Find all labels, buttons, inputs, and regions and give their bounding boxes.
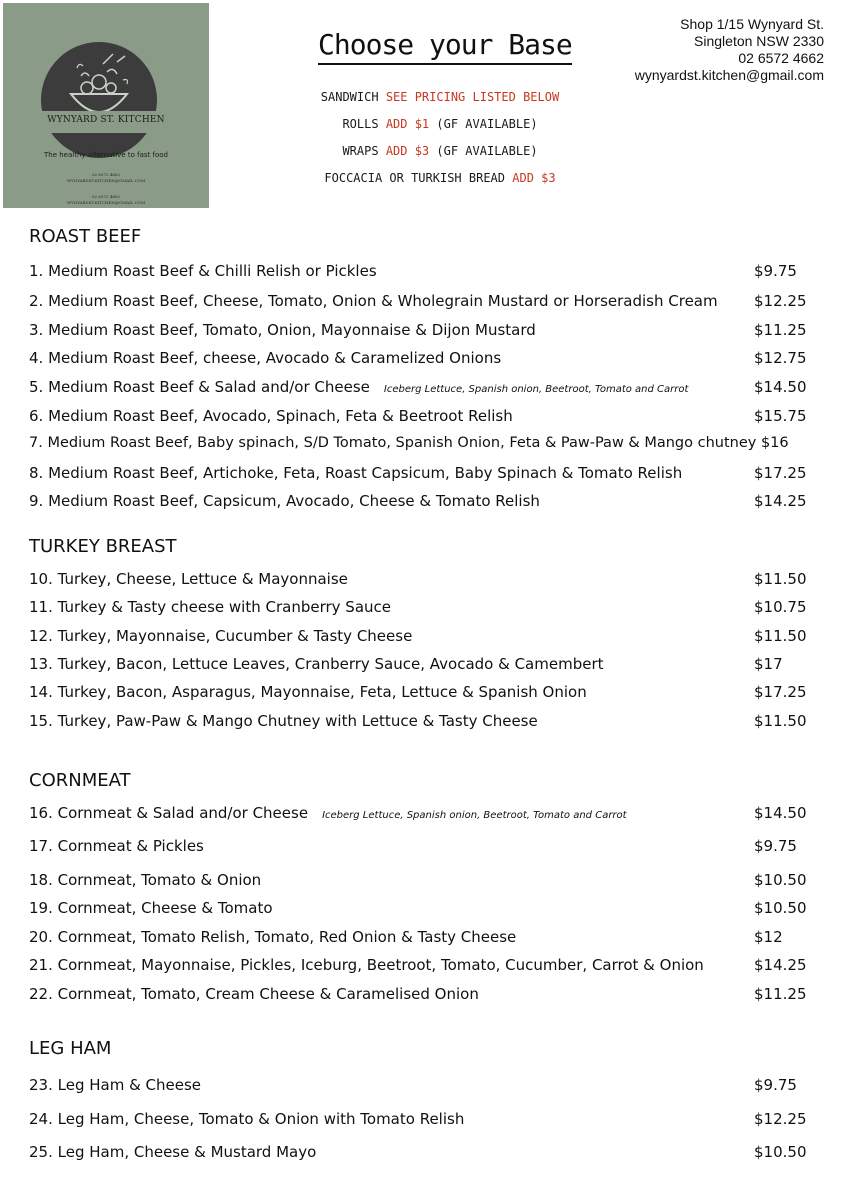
address-line-2: Singleton NSW 2330 <box>694 33 824 49</box>
item-name: 7. Medium Roast Beef, Baby spinach, S/D Tomato, Spanish Onion, Feta & Paw-Paw & Mango chutney $16 <box>29 435 789 451</box>
item-name: 19. Cornmeat, Cheese & Tomato <box>29 899 273 917</box>
item-name: 3. Medium Roast Beef, Tomato, Onion, Mayonnaise & Dijon Mustard <box>29 321 536 339</box>
item-price: $12 <box>754 928 783 946</box>
item-price: $14.25 <box>754 492 807 510</box>
salad-bowl-icon <box>41 42 157 158</box>
item-price: $11.50 <box>754 712 807 730</box>
item-price: $14.25 <box>754 956 807 974</box>
item-price: $9.75 <box>754 1076 797 1094</box>
item-name: 18. Cornmeat, Tomato & Onion <box>29 871 262 889</box>
address-line-1: Shop 1/15 Wynyard St. <box>680 16 824 32</box>
base-label: ROLLS <box>342 117 379 131</box>
item-price: $11.25 <box>754 985 807 1003</box>
item-name: 6. Medium Roast Beef, Avocado, Spinach, Feta & Beetroot Relish <box>29 407 513 425</box>
item-name: 17. Cornmeat & Pickles <box>29 837 204 855</box>
base-option <box>300 169 580 196</box>
item-price: $12.25 <box>754 292 807 310</box>
item-price: $12.25 <box>754 1110 807 1128</box>
item-price: $9.75 <box>754 837 797 855</box>
item-name: 2. Medium Roast Beef, Cheese, Tomato, Onion & Wholegrain Mustard or Horseradish Cream <box>29 292 718 310</box>
item-price: $17 <box>754 655 783 673</box>
item-price: $12.75 <box>754 349 807 367</box>
base-note: (GF AVAILABLE) <box>429 117 538 131</box>
item-name: 1. Medium Roast Beef & Chilli Relish or Pickles <box>29 262 377 280</box>
base-extra: ADD $3 <box>512 171 556 185</box>
item-price: $17.25 <box>754 464 807 482</box>
item-name: 21. Cornmeat, Mayonnaise, Pickles, Iceburg, Beetroot, Tomato, Cucumber, Carrot & Onion <box>29 956 704 974</box>
item-price: $14.50 <box>754 804 807 822</box>
section-title-roast-beef: ROAST BEEF <box>29 226 142 247</box>
item-price: $10.75 <box>754 598 807 616</box>
item-name: 8. Medium Roast Beef, Artichoke, Feta, Roast Capsicum, Baby Spinach & Tomato Relish <box>29 464 683 482</box>
base-option <box>300 115 580 142</box>
item-note: Iceberg Lettuce, Spanish onion, Beetroot, Tomato and Carrot <box>322 810 627 821</box>
item-name: 13. Turkey, Bacon, Lettuce Leaves, Cranberry Sauce, Avocado & Camembert <box>29 655 604 673</box>
item-name: 20. Cornmeat, Tomato Relish, Tomato, Red Onion & Tasty Cheese <box>29 928 517 946</box>
item-name: 14. Turkey, Bacon, Asparagus, Mayonnaise, Feta, Lettuce & Spanish Onion <box>29 683 587 701</box>
item-price: $11.25 <box>754 321 807 339</box>
email-address: wynyardst.kitchen@gmail.com <box>634 67 824 83</box>
item-price: $10.50 <box>754 871 807 889</box>
phone-number: 02 6572 4662 <box>738 50 824 66</box>
logo-email-2: WYNYARDST.KITCHEN@GMAIL.COM <box>66 200 146 205</box>
base-label: FOCCACIA OR TURKISH BREAD <box>324 171 506 185</box>
item-name: 23. Leg Ham & Cheese <box>29 1076 202 1094</box>
item-name: 15. Turkey, Paw-Paw & Mango Chutney with Lettuce & Tasty Cheese <box>29 712 538 730</box>
item-price: $14.50 <box>754 378 807 396</box>
base-extra: ADD $1 <box>385 117 430 131</box>
item-name: 5. Medium Roast Beef & Salad and/or Cheese <box>29 378 370 396</box>
item-name: 16. Cornmeat & Salad and/or Cheese <box>29 804 309 822</box>
item-name: 9. Medium Roast Beef, Capsicum, Avocado, Cheese & Tomato Relish <box>29 492 540 510</box>
base-label: WRAPS <box>342 144 379 158</box>
item-name: 4. Medium Roast Beef, cheese, Avocado & Caramelized Onions <box>29 349 502 367</box>
base-option <box>300 88 580 115</box>
item-note: Iceberg Lettuce, Spanish onion, Beetroot, Tomato and Carrot <box>383 384 689 395</box>
logo-tagline: The healthy alternative to fast food <box>44 151 168 159</box>
base-extra: ADD $3 <box>385 144 430 158</box>
logo-name: WYNYARD ST. KITCHEN <box>47 115 165 125</box>
page-title: Choose your Base <box>318 28 572 65</box>
base-label: SANDWICH <box>320 90 379 104</box>
base-extra: SEE PRICING LISTED BELOW <box>385 90 560 104</box>
item-price: $15.75 <box>754 407 807 425</box>
item-name: 25. Leg Ham, Cheese & Mustard Mayo <box>29 1143 317 1161</box>
item-name: 10. Turkey, Cheese, Lettuce & Mayonnaise <box>29 570 348 588</box>
logo-phone: 02 6572 4662 <box>92 172 120 177</box>
logo-phone-2: 02 6572 4662 <box>92 194 120 199</box>
logo <box>3 3 209 208</box>
item-price: $9.75 <box>754 262 797 280</box>
item-name: 22. Cornmeat, Tomato, Cream Cheese & Caramelised Onion <box>29 985 479 1003</box>
section-title-turkey-breast: TURKEY BREAST <box>29 536 177 557</box>
item-price: $10.50 <box>754 1143 807 1161</box>
item-name: 24. Leg Ham, Cheese, Tomato & Onion with Tomato Relish <box>29 1110 465 1128</box>
base-options <box>300 88 580 196</box>
item-name: 12. Turkey, Mayonnaise, Cucumber & Tasty Cheese <box>29 627 413 645</box>
item-name: 11. Turkey & Tasty cheese with Cranberry Sauce <box>29 598 391 616</box>
base-note: (GF AVAILABLE) <box>429 144 538 158</box>
logo-email: WYNYARDST.KITCHEN@GMAIL.COM <box>66 178 146 183</box>
contact-block <box>635 16 824 84</box>
item-price: $11.50 <box>754 627 807 645</box>
item-price: $17.25 <box>754 683 807 701</box>
section-title-leg-ham: LEG HAM <box>29 1038 112 1059</box>
item-price: $11.50 <box>754 570 807 588</box>
base-option <box>300 142 580 169</box>
section-title-cornmeat: CORNMEAT <box>29 770 131 791</box>
item-price: $10.50 <box>754 899 807 917</box>
